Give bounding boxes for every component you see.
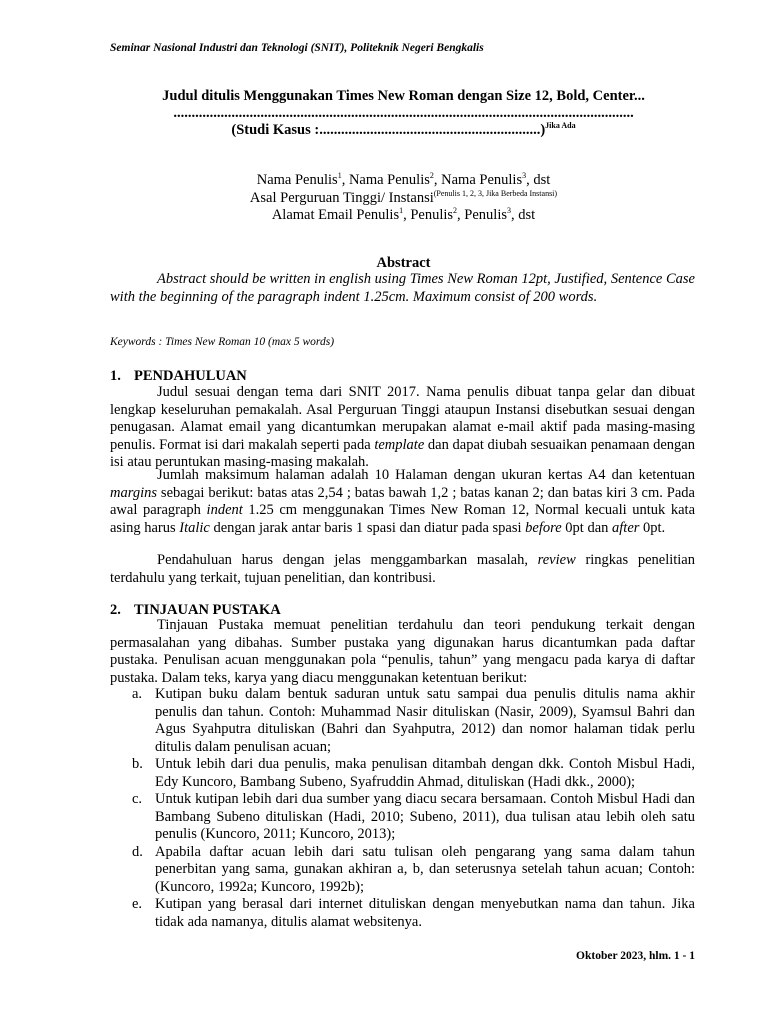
section1-paragraph-1 xyxy=(110,384,695,472)
email-etc: , dst xyxy=(511,207,536,223)
email-sup: 2 xyxy=(453,206,458,216)
text-run: dengan jarak antar baris 1 spasi dan diatur pada spasi xyxy=(209,519,526,536)
text-run: Judul sesuai dengan tema dari SNIT 2017. Nama penulis dibuat tanpa gelar dan dibuat lengkap keseluruhan pemakalah. Asal Perguruan Tinggi ataupun Instansi disebutkan sesuai dengan penugasan. Alamat email yang dicantumkan merupakan alamat e-mail aktif pada masing-masing penulis. Format isi dari makalah seperti pada xyxy=(110,384,695,453)
italic-term: after xyxy=(612,519,640,536)
case-study-label: (Studi Kasus :.............................................................) xyxy=(231,122,546,138)
list-item xyxy=(110,791,695,844)
list-item-text: Untuk lebih dari dua penulis, maka penulisan ditambah dengan dkk. Contoh Misbul Hadi, Edy Kuncoro, Bambang Subeno, Syafruddin Ahmad, dituliskan (Hadi dkk., 2000); xyxy=(155,756,695,790)
author-sup: 3 xyxy=(522,171,527,181)
email-label: , Penulis xyxy=(403,207,454,223)
institution-label: Asal Perguruan Tinggi/ Instansi xyxy=(249,189,434,206)
text-run: Pendahuluan harus dengan jelas menggambarkan masalah, xyxy=(157,552,538,568)
list-item xyxy=(110,844,695,897)
author-sup: 2 xyxy=(429,171,434,181)
email-label: , Penulis xyxy=(457,207,507,223)
section1-paragraph-3 xyxy=(110,552,695,587)
author-emails xyxy=(110,207,697,225)
section1-paragraph-2 xyxy=(110,467,695,537)
list-item-text: Kutipan yang berasal dari internet dituliskan dengan menyebutkan nama dan tahun. Jika tidak ada namanya, ditulis alamat websitenya. xyxy=(155,896,695,930)
author-sup: 1 xyxy=(337,171,342,181)
case-study-sup: Jika Ada xyxy=(545,121,576,131)
list-item-text: Kutipan buku dalam bentuk saduran untuk satu sampai dua penulis ditulis nama akhir penulis dan tahun. Contoh: Muhammad Nasir dituliskan (Nasir, 2009), Syamsul Bahri dan Agus Syahputra dituliskan (Bahri dan Syahputra, 2012) dan nomor halaman tidak perlu ditulis dalam penulisan acuan; xyxy=(155,686,695,755)
abstract-heading: Abstract xyxy=(376,255,431,271)
italic-term: before xyxy=(525,519,562,536)
text-run: ringkas penelitian terdahulu yang terkait, tujuan penelitian, dan kontribusi. xyxy=(110,552,695,586)
text-run: 1.25 cm menggunakan Times New Roman 12, Normal kecuali untuk kata asing harus xyxy=(110,502,696,536)
title-line-3 xyxy=(110,122,697,139)
list-item-text: Untuk kutipan lebih dari dua sumber yang diacu secara bersamaan. Contoh Misbul Hadi dan Bambang Subeno dituliskan (Hadi, 2010; Subeno, 2011), dua tulisan atau lebih oleh satu penulis (Kuncoro, 2011; Kuncoro, 2013); xyxy=(155,791,695,842)
email-sup: 1 xyxy=(399,206,404,216)
section-number: 1. xyxy=(110,368,121,384)
text-run: dan dapat diubah sesuaikan penamaan dengan isi atau peruntukan masing-masing makalah. xyxy=(110,436,695,470)
keywords-line: Keywords : Times New Roman 10 (max 5 words) xyxy=(110,336,335,348)
italic-term: review xyxy=(537,552,576,568)
author-name: , Nama Penulis xyxy=(433,172,523,188)
list-item xyxy=(110,896,695,931)
email-label: Alamat Email Penulis xyxy=(271,207,400,223)
list-marker: a. xyxy=(132,686,143,702)
text-run: 0pt. xyxy=(639,519,666,536)
title-line-1: Judul ditulis Menggunakan Times New Roman dengan Size 12, Bold, Center... xyxy=(162,88,645,104)
paper-title xyxy=(110,88,697,139)
page-footer: Oktober 2023, hlm. 1 - 1 xyxy=(576,950,695,962)
list-marker: e. xyxy=(132,896,143,912)
italic-term: margins xyxy=(110,484,157,501)
section-number: 2. xyxy=(110,602,121,618)
italic-term: indent xyxy=(206,502,243,518)
list-marker: c. xyxy=(132,791,143,807)
citation-rules-list xyxy=(110,686,695,931)
email-sup: 3 xyxy=(507,206,511,216)
institution-sup: (Penulis 1, 2, 3, Jika Berbeda Instansi) xyxy=(433,188,558,198)
text-run: Jumlah maksimum halaman adalah 10 Halaman dengan ukuran kertas A4 dan ketentuan xyxy=(157,467,695,483)
author-names xyxy=(110,172,697,190)
italic-term: Italic xyxy=(179,519,210,536)
title-line-2: ............................................................................................................................... xyxy=(173,105,634,121)
text-run: sebagai berikut: batas atas 2,54 ; batas bawah 1,2 ; batas kanan 2; dan batas kiri 3 cm. Pada awal paragraph xyxy=(110,484,695,518)
list-item xyxy=(110,686,695,756)
list-marker: d. xyxy=(132,843,143,860)
section-title: PENDAHULUAN xyxy=(134,368,247,384)
list-item xyxy=(110,756,695,791)
author-etc: , dst xyxy=(526,172,551,188)
section-title: TINJAUAN PUSTAKA xyxy=(134,602,281,618)
author-name: , Nama Penulis xyxy=(341,172,430,188)
section2-paragraph-1: Tinjauan Pustaka memuat penelitian terdahulu dan teori pendukung terkait dengan permasalahan yang dibahas. Sumber pustaka yang digunakan harus dicantumkan pada daftar pustaka. Penulisan acuan menggunakan pola “penulis, tahun” yang mengacu pada karya di daftar pustaka. Dalam teks, karya yang diacu menggunakan ketentuan berikut: xyxy=(110,617,695,686)
italic-term: template xyxy=(374,436,425,453)
list-item-text: Apabila daftar acuan lebih dari satu tulisan oleh pengarang yang sama dalam tahun penerbitan yang sama, gunakan akhiran a, b, dan seterusnya setelah tahun acuan; Contoh: (Kuncoro, 1992a; Kuncoro, 1992b); xyxy=(155,843,695,895)
section-heading-1 xyxy=(110,368,247,385)
author-block xyxy=(110,172,697,225)
running-header: Seminar Nasional Industri dan Teknologi (SNIT), Politeknik Negeri Bengkalis xyxy=(110,42,484,54)
author-institution xyxy=(110,190,697,208)
author-name: Nama Penulis xyxy=(256,172,338,188)
text-run: 0pt dan xyxy=(561,519,613,536)
list-marker: b. xyxy=(132,756,143,772)
abstract-body: Abstract should be written in english using Times New Roman 12pt, Justified, Sentence Case with the beginning of the paragraph indent 1.25cm. Maximum consist of 200 words. xyxy=(110,271,695,305)
